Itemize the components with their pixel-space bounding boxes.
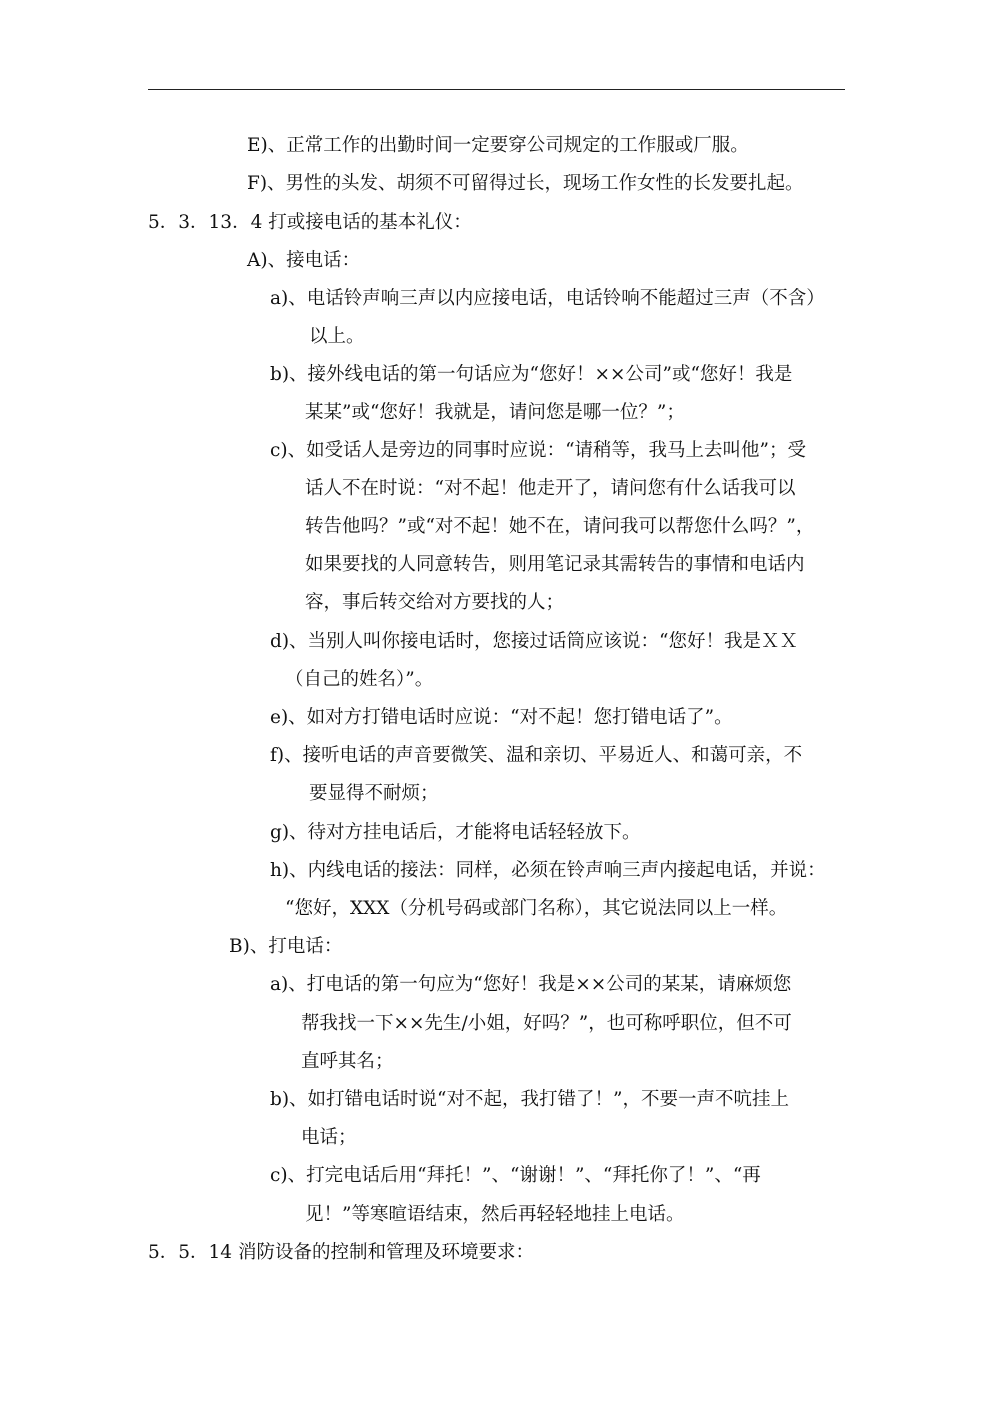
item-h-line-1: h)、内线电话的接法：同样，必须在铃声响三声内接起电话，并说： (270, 860, 826, 881)
header-rule (148, 89, 845, 90)
item-f-line-2: 要显得不耐烦； (309, 783, 439, 804)
call-item-a-line-1: a)、打电话的第一句应为“您好！我是××公司的某某，请麻烦您 (270, 974, 792, 995)
item-d-line-2: （自己的姓名）”。 (285, 669, 434, 690)
item-f-line-1: f)、接听电话的声音要微笑、温和亲切、平易近人、和蔼可亲，不 (270, 745, 803, 766)
item-a-line-2: 以上。 (309, 326, 365, 347)
item-a-line-1: a)、电话铃声响三声以内应接电话，电话铃响不能超过三声（不含） (270, 288, 825, 309)
rule-e-uniform: E)、正常工作的出勤时间一定要穿公司规定的工作服或厂服。 (247, 135, 749, 156)
call-item-a-line-2: 帮我找一下××先生/小姐，好吗？”，也可称呼职位，但不可 (301, 1013, 792, 1034)
item-h-line-2: “您好，XXX（分机号码或部门名称），其它说法同以上一样。 (285, 898, 788, 919)
item-e: e)、如对方打错电话时应说：“对不起！您打错电话了”。 (270, 707, 733, 728)
item-g: g)、待对方挂电话后，才能将电话轻轻放下。 (270, 822, 641, 843)
item-b-line-2: 某某”或“您好！我就是，请问您是哪一位？”； (305, 402, 685, 423)
call-item-b-line-2: 电话； (301, 1127, 357, 1148)
section-heading-5-5-14: 5．5．14 消防设备的控制和管理及环境要求： (148, 1242, 534, 1263)
call-item-c-line-2: 见！”等寒暄语结束，然后再轻轻地挂上电话。 (305, 1204, 685, 1225)
item-c-line-2: 话人不在时说：“对不起！他走开了，请问您有什么话我可以 (305, 478, 796, 499)
item-c-line-5: 容，事后转交给对方要找的人； (305, 592, 565, 613)
call-item-a-line-3: 直呼其名； (301, 1051, 394, 1072)
item-c-line-3: 转告他吗？”或“对不起！她不在，请问我可以帮您什么吗？”， (305, 516, 815, 537)
rule-f-grooming: F)、男性的头发、胡须不可留得过长，现场工作女性的长发要扎起。 (247, 173, 804, 194)
subheading-make-call: B)、打电话： (229, 936, 343, 957)
item-b-line-1: b)、接外线电话的第一句话应为“您好！××公司”或“您好！我是 (270, 364, 793, 385)
call-item-b-line-1: b)、如打错电话时说“对不起，我打错了！”，不要一声不吭挂上 (270, 1089, 789, 1110)
subheading-answer-phone: A)、接电话： (247, 250, 361, 271)
item-c-line-1: c)、如受话人是旁边的同事时应说：“请稍等，我马上去叫他”；受 (270, 440, 806, 461)
section-heading-5-3-13-4: 5．3．13．4 打或接电话的基本礼仪： (148, 212, 472, 233)
call-item-c-line-1: c)、打完电话后用“拜托！”、“谢谢！”、“拜托你了！”、“再 (270, 1165, 761, 1186)
item-c-line-4: 如果要找的人同意转告，则用笔记录其需转告的事情和电话内 (305, 554, 805, 575)
item-d-line-1: d)、当别人叫你接电话时，您接过话筒应该说：“您好！我是ＸＸ (270, 631, 799, 652)
